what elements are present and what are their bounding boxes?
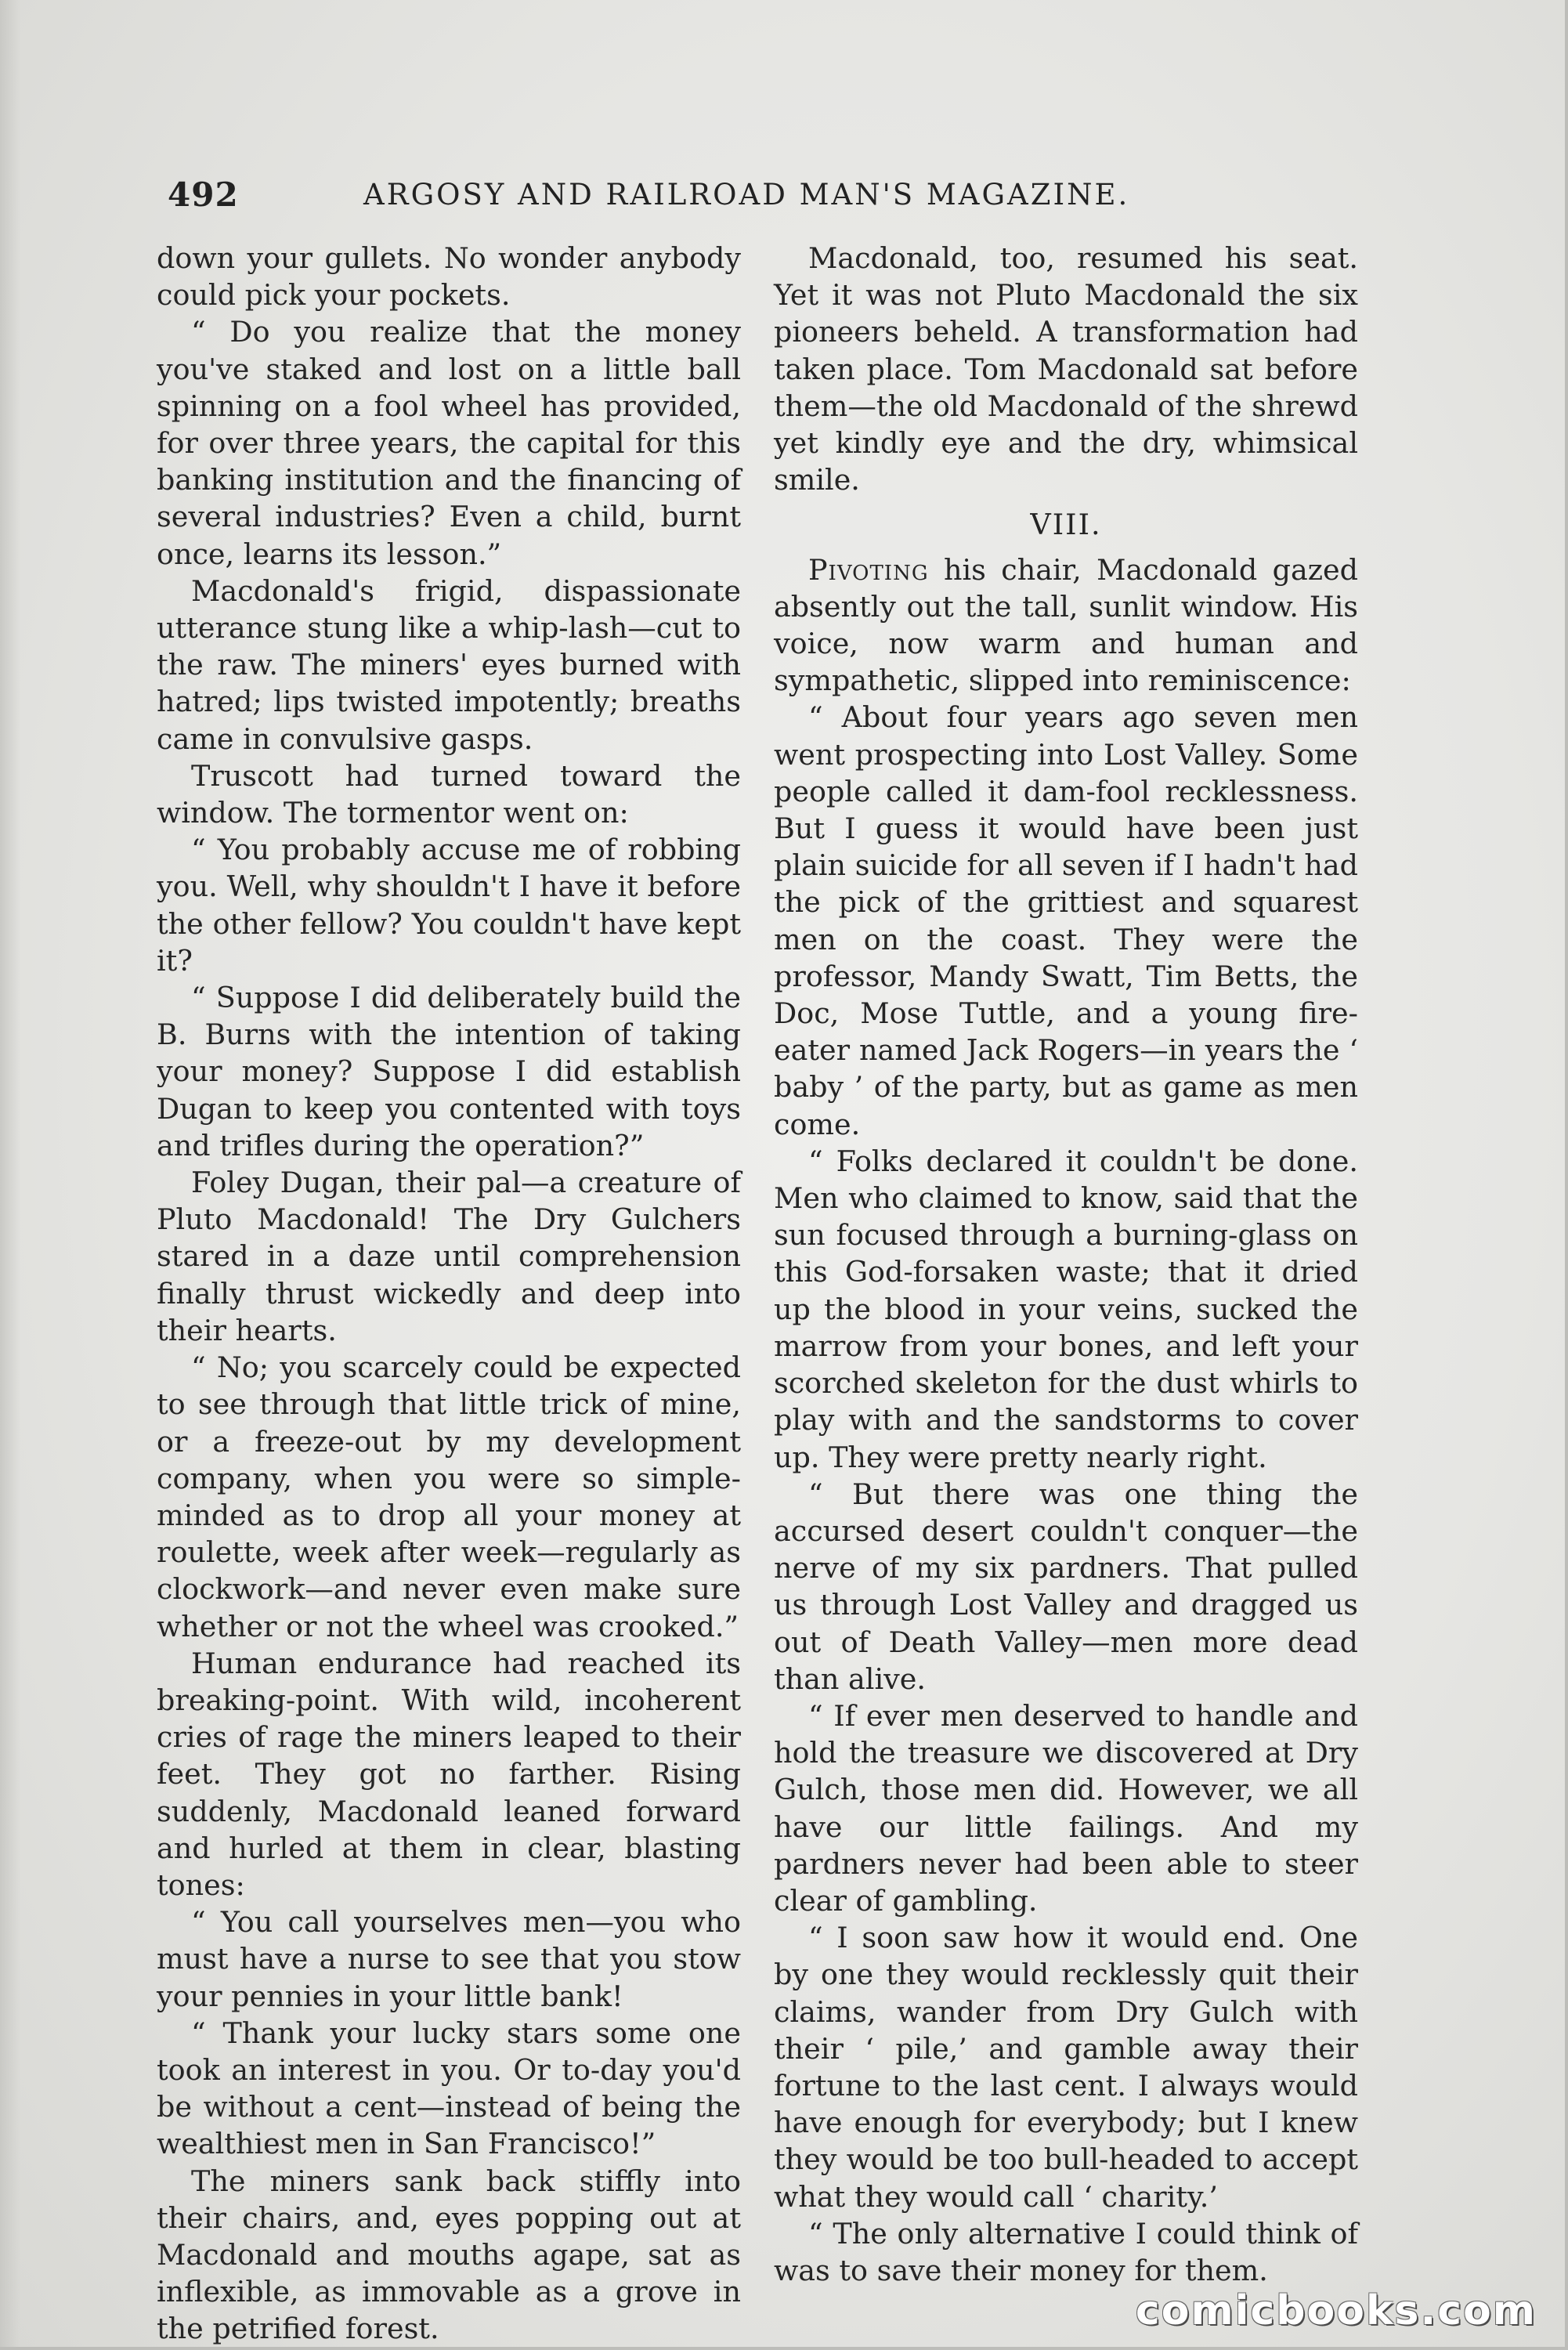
- paragraph-text: his chair, Macdonald gazed absently out the tall, sunlit window. His voice, now warm and human and sympathetic, slipped into reminiscence:: [774, 552, 1358, 698]
- paragraph: [774, 551, 1358, 700]
- paragraph: Truscott had turned toward the window. The tormentor went on:: [157, 758, 741, 830]
- page-number: 492: [168, 175, 239, 214]
- paragraph: “ The only alternative I could think of was to save their money for them.: [774, 2216, 1358, 2287]
- page-header: [168, 175, 1421, 222]
- chapter-heading: VIII.: [1030, 508, 1102, 542]
- paragraph: “ Folks declared it couldn't be done. Men who claimed to know, said that the sun focused through a burning-glass on this God-forsaken waste; that it dried up the blood in your veins, sucked the marrow from your bones, and left your scorched skeleton for the dust whirls to play with and the sandstorms to cover up. They were pretty nearly right.: [774, 1144, 1358, 1474]
- paragraph: “ Thank your lucky stars some one took an interest in you. Or to-day you'd be without a cent—instead of being the wealthiest men in San Francisco!”: [157, 2016, 741, 2161]
- paragraph: The miners sank back stiffly into their chairs, and, eyes popping out at Macdonald and mouths agape, sat as inflexible, as immovable as a grove in the petrified forest.: [157, 2164, 741, 2346]
- paragraph: down your gullets. No wonder anybody could pick your pockets.: [157, 241, 741, 313]
- paragraph: “ About four years ago seven men went prospecting into Lost Valley. Some people called it dam-fool recklessness. But I guess it would have been just plain suicide for all seven if I hadn't had the pick of the grittiest and squarest men on the coast. They were the professor, Mandy Swatt, Tim Betts, the Doc, Mose Tuttle, and a young fire-eater named Jack Rogers—in years the ‘ baby ’ of the party, but as game as men come.: [774, 700, 1358, 1141]
- paragraph: “ Do you realize that the money you've staked and lost on a little ball spinning on a fool wheel has provided, for over three years, the capital for this banking institution and the financing of several industries? Even a child, burnt once, learns its lesson.”: [157, 315, 741, 571]
- paragraph: Foley Dugan, their pal—a creature of Pluto Macdonald! The Dry Gulchers stared in a daze until comprehension finally thrust wickedly and deep into their hearts.: [157, 1166, 741, 1347]
- left-column: [157, 240, 741, 2348]
- paragraph: “ I soon saw how it would end. One by one they would recklessly quit their claims, wander from Dry Gulch with their ‘ pile,’ and gamble away their fortune to the last cent. I always would have enough for everybody; but I knew they would be too bull-headed to accept what they would call ‘ charity.’: [774, 1921, 1358, 2214]
- paragraph: “ You call yourselves men—you who must have a nurse to see that you stow your pennies in your little bank!: [157, 1905, 741, 2013]
- paragraph: “ If ever men deserved to handle and hold the treasure we discovered at Dry Gulch, those men did. However, we all have our little failings. And my pardners never had been able to steer clear of gambling.: [774, 1698, 1358, 1918]
- lead-in-smallcaps: Pivoting: [808, 552, 929, 587]
- watermark: comicbooks.com: [1135, 2287, 1537, 2334]
- paragraph: “ But there was one thing the accursed desert couldn't conquer—the nerve of my six pardners. That pulled us through Lost Valley and dragged us out of Death Valley—men more dead than alive.: [774, 1477, 1358, 1696]
- paragraph: “ No; you scarcely could be expected to see through that little trick of mine, or a freeze-out by my development company, when you were so simple-minded as to drop all your money at roulette, week after week—regularly as clockwork—and never even make sure whether or not the wheel was crooked.”: [157, 1350, 741, 1643]
- paragraph: Macdonald's frigid, dispassionate utterance stung like a whip-lash—cut to the raw. The miners' eyes burned with hatred; lips twisted impotently; breaths came in convulsive gasps.: [157, 573, 741, 756]
- right-column: [774, 240, 1358, 2289]
- paragraph: “ Suppose I did deliberately build the B. Burns with the intention of taking your money? Suppose I did establish Dugan to keep you contented with toys and trifles during the operation?”: [157, 981, 741, 1162]
- paragraph: “ You probably accuse me of robbing you. Well, why shouldn't I have it before the other fellow? You couldn't have kept it?: [157, 833, 741, 978]
- paragraph: Macdonald, too, resumed his seat. Yet it was not Pluto Macdonald the six pioneers beheld. A transformation had taken place. Tom Macdonald sat before them—the old Macdonald of the shrewd yet kindly eye and the dry, whimsical smile.: [774, 241, 1358, 497]
- paragraph: Human endurance had reached its breaking-point. With wild, incoherent cries of rage the miners leaped to their feet. They got no farther. Rising suddenly, Macdonald leaned forward and hurled at them in clear, blasting tones:: [157, 1646, 741, 1902]
- running-head: ARGOSY AND RAILROAD MAN'S MAGAZINE.: [363, 178, 1130, 212]
